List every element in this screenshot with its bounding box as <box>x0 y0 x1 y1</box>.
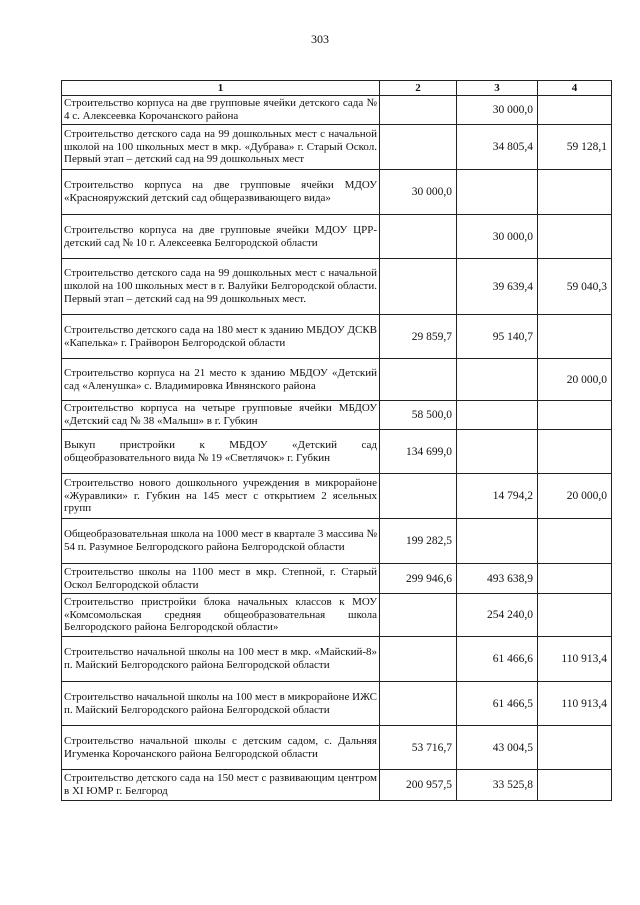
value-col-4 <box>538 564 612 594</box>
row-description: Строительство пристройки блока начальных классов к МОУ «Комсомольская средняя общеобразовательная школа Белгородского района Белгородской области» <box>62 594 380 637</box>
value-col-4: 20 000,0 <box>538 359 612 401</box>
value-col-3: 43 004,5 <box>457 726 538 770</box>
table-row <box>62 215 612 259</box>
value-col-2: 30 000,0 <box>380 170 457 215</box>
row-description: Строительство нового дошкольного учреждения в микрорайоне «Журавлики» г. Губкин на 145 мест с открытием 2 ясельных групп <box>62 474 380 519</box>
column-header-4: 4 <box>538 81 612 96</box>
value-col-2 <box>380 594 457 637</box>
value-col-4 <box>538 770 612 801</box>
budget-table <box>61 80 612 801</box>
value-col-2: 299 946,6 <box>380 564 457 594</box>
value-col-2: 200 957,5 <box>380 770 457 801</box>
table-row <box>62 315 612 359</box>
table-row <box>62 259 612 315</box>
value-col-4: 110 913,4 <box>538 682 612 726</box>
table-row <box>62 125 612 170</box>
row-description: Строительство корпуса на две групповые ячейки МДОУ ЦРР-детский сад № 10 г. Алексеевка Белгородской области <box>62 215 380 259</box>
row-description: Строительство детского сада на 150 мест с развивающим центром в XI ЮМР г. Белгород <box>62 770 380 801</box>
row-description: Общеобразовательная школа на 1000 мест в квартале 3 массива № 54 п. Разумное Белгородского района Белгородской области <box>62 519 380 564</box>
table-row <box>62 401 612 430</box>
value-col-4 <box>538 430 612 474</box>
value-col-3: 30 000,0 <box>457 96 538 125</box>
table-row <box>62 519 612 564</box>
header-row <box>62 81 612 96</box>
value-col-4 <box>538 594 612 637</box>
value-col-4 <box>538 726 612 770</box>
row-description: Выкуп пристройки к МБДОУ «Детский сад общеобразовательного вида № 19 «Светлячок» г. Губкин <box>62 430 380 474</box>
value-col-2 <box>380 215 457 259</box>
value-col-2: 58 500,0 <box>380 401 457 430</box>
row-description: Строительство детского сада на 99 дошкольных мест с начальной школой на 100 школьных мест в мкр. «Дубрава» г. Старый Оскол. Первый этап – детский сад на 99 дошкольных мест <box>62 125 380 170</box>
value-col-2 <box>380 474 457 519</box>
value-col-4: 110 913,4 <box>538 637 612 682</box>
column-header-1: 1 <box>62 81 380 96</box>
value-col-2: 29 859,7 <box>380 315 457 359</box>
row-description: Строительство корпуса на четыре групповые ячейки МБДОУ «Детский сад № 38 «Малыш» в г. Губкин <box>62 401 380 430</box>
table-body <box>62 96 612 801</box>
page-number: 303 <box>311 32 329 46</box>
value-col-3 <box>457 170 538 215</box>
value-col-4: 59 040,3 <box>538 259 612 315</box>
value-col-3: 14 794,2 <box>457 474 538 519</box>
value-col-3: 34 805,4 <box>457 125 538 170</box>
row-description: Строительство корпуса на две групповые ячейки детского сада № 4 с. Алексеевка Корочанского района <box>62 96 380 125</box>
table-row <box>62 96 612 125</box>
column-header-2: 2 <box>380 81 457 96</box>
value-col-2 <box>380 682 457 726</box>
value-col-4 <box>538 315 612 359</box>
value-col-3 <box>457 519 538 564</box>
value-col-4 <box>538 170 612 215</box>
value-col-2 <box>380 125 457 170</box>
value-col-4 <box>538 519 612 564</box>
table-row <box>62 682 612 726</box>
table-row <box>62 726 612 770</box>
value-col-4: 20 000,0 <box>538 474 612 519</box>
value-col-3: 95 140,7 <box>457 315 538 359</box>
value-col-3 <box>457 401 538 430</box>
table-row <box>62 170 612 215</box>
row-description: Строительство начальной школы на 100 мест в микрорайоне ИЖС п. Майский Белгородского района Белгородской области <box>62 682 380 726</box>
row-description: Строительство начальной школы на 100 мест в мкр. «Майский-8» п. Майский Белгородского района Белгородской области <box>62 637 380 682</box>
table-row <box>62 474 612 519</box>
value-col-4 <box>538 215 612 259</box>
value-col-3: 61 466,6 <box>457 637 538 682</box>
row-description: Строительство корпуса на две групповые ячейки МДОУ «Краснояружский детский сад общеразвивающего вида» <box>62 170 380 215</box>
row-description: Строительство начальной школы с детским садом, с. Дальняя Игуменка Корочанского района Белгородской области <box>62 726 380 770</box>
value-col-4: 59 128,1 <box>538 125 612 170</box>
value-col-2 <box>380 359 457 401</box>
value-col-3: 493 638,9 <box>457 564 538 594</box>
value-col-3: 61 466,5 <box>457 682 538 726</box>
table-row <box>62 594 612 637</box>
value-col-4 <box>538 401 612 430</box>
row-description: Строительство детского сада на 99 дошкольных мест с начальной школой на 100 школьных мест в г. Валуйки Белгородской области. Первый этап – детский сад на 99 дошкольных мест. <box>62 259 380 315</box>
value-col-2 <box>380 637 457 682</box>
row-description: Строительство детского сада на 180 мест к зданию МБДОУ ДСКВ «Капелька» г. Грайворон Белгородской области <box>62 315 380 359</box>
value-col-2: 199 282,5 <box>380 519 457 564</box>
value-col-4 <box>538 96 612 125</box>
value-col-3: 30 000,0 <box>457 215 538 259</box>
table-row <box>62 564 612 594</box>
table-row <box>62 770 612 801</box>
value-col-3: 33 525,8 <box>457 770 538 801</box>
value-col-3 <box>457 359 538 401</box>
table-row <box>62 637 612 682</box>
value-col-3: 39 639,4 <box>457 259 538 315</box>
value-col-2: 53 716,7 <box>380 726 457 770</box>
table-row <box>62 430 612 474</box>
value-col-3 <box>457 430 538 474</box>
row-description: Строительство школы на 1100 мест в мкр. Степной, г. Старый Оскол Белгородской области <box>62 564 380 594</box>
value-col-3: 254 240,0 <box>457 594 538 637</box>
column-header-3: 3 <box>457 81 538 96</box>
value-col-2: 134 699,0 <box>380 430 457 474</box>
value-col-2 <box>380 96 457 125</box>
table-row <box>62 359 612 401</box>
row-description: Строительство корпуса на 21 место к зданию МБДОУ «Детский сад «Аленушка» с. Владимировка Ивнянского района <box>62 359 380 401</box>
value-col-2 <box>380 259 457 315</box>
